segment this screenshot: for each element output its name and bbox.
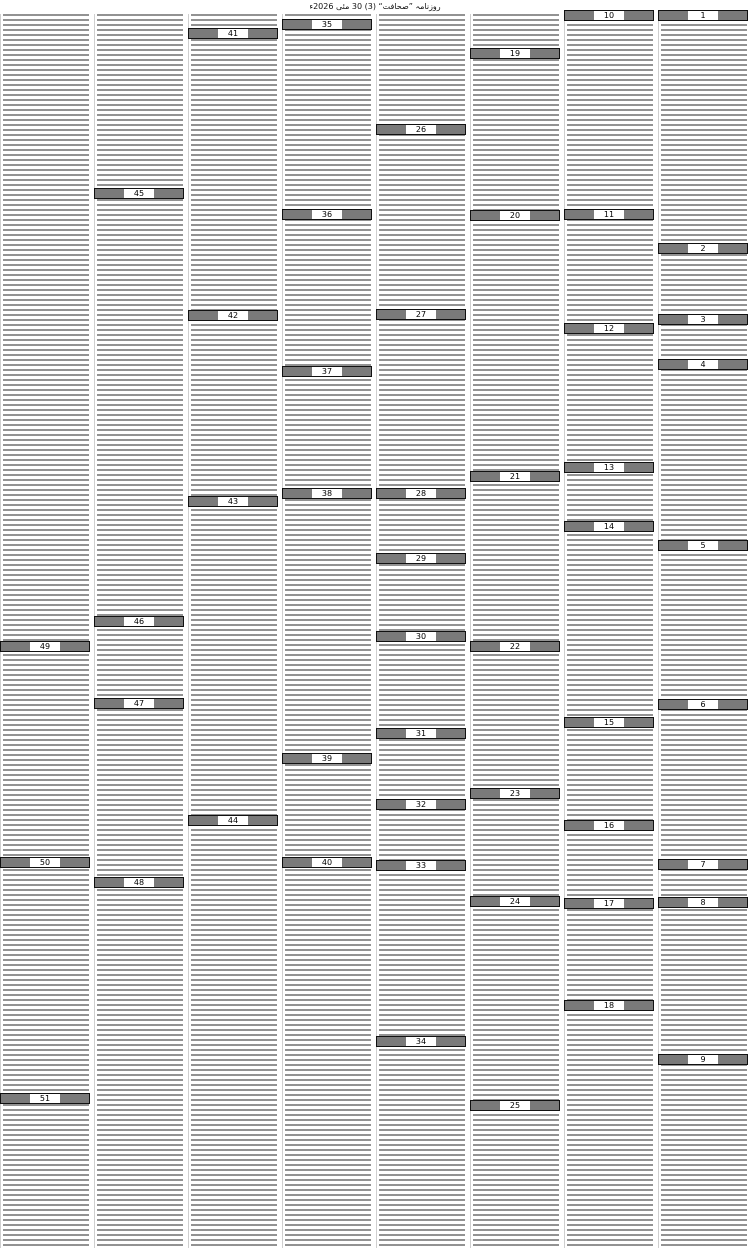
header-bar <box>1 1094 30 1103</box>
section-number: 22 <box>500 642 530 651</box>
header-bar <box>530 789 559 798</box>
header-bar <box>471 211 500 220</box>
section-number: 28 <box>406 489 436 498</box>
section-number-header <box>564 1000 654 1011</box>
section-number-header <box>376 860 466 871</box>
header-bar <box>659 11 688 20</box>
section-number-header <box>658 243 748 254</box>
section-number-header <box>188 496 278 507</box>
section-number: 32 <box>406 800 436 809</box>
header-bar <box>471 642 500 651</box>
header-bar <box>565 1001 594 1010</box>
header-bar <box>436 800 465 809</box>
section-number: 49 <box>30 642 60 651</box>
section-number-header <box>564 717 654 728</box>
section-number: 20 <box>500 211 530 220</box>
header-bar <box>624 522 653 531</box>
section-number-header <box>0 1093 90 1104</box>
section-number-header <box>658 540 748 551</box>
column-text-block <box>3 14 89 1248</box>
section-number-header <box>376 124 466 135</box>
section-number: 44 <box>218 816 248 825</box>
header-bar <box>659 244 688 253</box>
section-number-header <box>376 631 466 642</box>
section-number-header <box>0 857 90 868</box>
section-number: 9 <box>688 1055 718 1064</box>
section-number-header <box>188 310 278 321</box>
header-bar <box>565 463 594 472</box>
column-text-block <box>567 14 653 1248</box>
section-number: 26 <box>406 125 436 134</box>
section-number-header <box>282 857 372 868</box>
header-bar <box>565 718 594 727</box>
header-bar <box>95 878 124 887</box>
header-bar <box>1 858 30 867</box>
section-number-header <box>470 641 560 652</box>
column-text-block <box>473 14 559 1248</box>
section-number: 30 <box>406 632 436 641</box>
section-number-header <box>376 488 466 499</box>
section-number: 2 <box>688 244 718 253</box>
section-number: 27 <box>406 310 436 319</box>
header-bar <box>436 632 465 641</box>
header-bar <box>530 49 559 58</box>
section-number-header <box>658 314 748 325</box>
header-bar <box>718 1055 747 1064</box>
text-column <box>470 14 561 1248</box>
section-number: 46 <box>124 617 154 626</box>
header-bar <box>565 899 594 908</box>
section-number-header <box>0 641 90 652</box>
header-bar <box>718 360 747 369</box>
header-bar <box>283 858 312 867</box>
section-number-header <box>188 815 278 826</box>
section-number-header <box>658 1054 748 1065</box>
section-number: 37 <box>312 367 342 376</box>
header-bar <box>436 489 465 498</box>
section-number-header <box>564 898 654 909</box>
section-number-header <box>94 188 184 199</box>
header-bar <box>436 554 465 563</box>
header-bar <box>342 754 371 763</box>
header-bar <box>189 497 218 506</box>
text-column <box>564 14 655 1248</box>
header-bar <box>189 311 218 320</box>
section-number: 41 <box>218 29 248 38</box>
header-bar <box>283 20 312 29</box>
header-bar <box>377 729 406 738</box>
header-bar <box>342 20 371 29</box>
header-bar <box>624 821 653 830</box>
section-number: 21 <box>500 472 530 481</box>
header-bar <box>436 310 465 319</box>
section-number: 38 <box>312 489 342 498</box>
header-bar <box>283 367 312 376</box>
section-number: 45 <box>124 189 154 198</box>
header-bar <box>154 189 183 198</box>
section-number: 50 <box>30 858 60 867</box>
header-bar <box>471 472 500 481</box>
header-bar <box>1 642 30 651</box>
section-number: 43 <box>218 497 248 506</box>
section-number: 3 <box>688 315 718 324</box>
header-bar <box>283 489 312 498</box>
header-bar <box>530 1101 559 1110</box>
text-column <box>0 14 91 1248</box>
section-number: 1 <box>688 11 718 20</box>
section-number-header <box>376 728 466 739</box>
section-number-header <box>282 488 372 499</box>
section-number-header <box>658 859 748 870</box>
section-number: 39 <box>312 754 342 763</box>
section-number: 5 <box>688 541 718 550</box>
header-bar <box>659 860 688 869</box>
header-bar <box>377 125 406 134</box>
header-bar <box>718 315 747 324</box>
header-bar <box>283 754 312 763</box>
section-number-header <box>658 359 748 370</box>
section-number-header <box>470 788 560 799</box>
column-text-block <box>97 14 183 1248</box>
section-number: 23 <box>500 789 530 798</box>
header-bar <box>60 858 89 867</box>
section-number-header <box>658 699 748 710</box>
header-bar <box>377 1037 406 1046</box>
header-bar <box>377 632 406 641</box>
header-bar <box>189 816 218 825</box>
section-number-header <box>94 698 184 709</box>
section-number-header <box>470 48 560 59</box>
section-number-header <box>376 553 466 564</box>
section-number: 40 <box>312 858 342 867</box>
section-number: 51 <box>30 1094 60 1103</box>
header-bar <box>377 554 406 563</box>
header-bar <box>248 497 277 506</box>
section-number: 17 <box>594 899 624 908</box>
header-bar <box>436 861 465 870</box>
section-number-header <box>658 10 748 21</box>
header-bar <box>154 699 183 708</box>
header-bar <box>95 617 124 626</box>
header-bar <box>377 861 406 870</box>
header-bar <box>530 642 559 651</box>
header-bar <box>718 541 747 550</box>
header-bar <box>659 1055 688 1064</box>
header-bar <box>377 489 406 498</box>
header-bar <box>659 541 688 550</box>
header-bar <box>530 897 559 906</box>
header-bar <box>60 1094 89 1103</box>
section-number-header <box>94 877 184 888</box>
section-number: 42 <box>218 311 248 320</box>
section-number: 29 <box>406 554 436 563</box>
text-column <box>282 14 373 1248</box>
header-bar <box>248 816 277 825</box>
section-number-header <box>470 896 560 907</box>
text-column <box>94 14 185 1248</box>
header-bar <box>659 360 688 369</box>
section-number-header <box>282 753 372 764</box>
section-number-header <box>564 521 654 532</box>
section-number-header <box>470 210 560 221</box>
header-bar <box>624 324 653 333</box>
section-number-header <box>188 28 278 39</box>
section-number: 31 <box>406 729 436 738</box>
header-bar <box>436 729 465 738</box>
header-bar <box>565 210 594 219</box>
header-bar <box>659 700 688 709</box>
header-bar <box>248 311 277 320</box>
section-number: 47 <box>124 699 154 708</box>
header-bar <box>436 125 465 134</box>
section-number-header <box>282 366 372 377</box>
section-number: 24 <box>500 897 530 906</box>
section-number: 15 <box>594 718 624 727</box>
header-bar <box>624 210 653 219</box>
header-bar <box>718 860 747 869</box>
header-bar <box>624 899 653 908</box>
section-number-header <box>564 209 654 220</box>
section-number-header <box>282 19 372 30</box>
header-bar <box>471 49 500 58</box>
section-number: 13 <box>594 463 624 472</box>
section-number: 10 <box>594 11 624 20</box>
section-number-header <box>376 309 466 320</box>
header-bar <box>342 210 371 219</box>
header-bar <box>189 29 218 38</box>
section-number-header <box>470 471 560 482</box>
section-number: 6 <box>688 700 718 709</box>
header-bar <box>659 898 688 907</box>
section-number: 11 <box>594 210 624 219</box>
header-bar <box>342 367 371 376</box>
header-bar <box>718 898 747 907</box>
section-number-header <box>564 323 654 334</box>
page-header: روزنامہ ”صحافت“ (3) 30 مئی 2026ء <box>309 2 441 11</box>
header-bar <box>530 211 559 220</box>
text-column <box>188 14 279 1248</box>
section-number: 48 <box>124 878 154 887</box>
section-number-header <box>564 10 654 21</box>
section-number-header <box>376 799 466 810</box>
section-number: 19 <box>500 49 530 58</box>
section-number-header <box>94 616 184 627</box>
section-number: 16 <box>594 821 624 830</box>
section-number: 4 <box>688 360 718 369</box>
section-number-header <box>376 1036 466 1047</box>
header-bar <box>377 800 406 809</box>
section-number-header <box>470 1100 560 1111</box>
header-bar <box>718 700 747 709</box>
section-number: 8 <box>688 898 718 907</box>
header-bar <box>60 642 89 651</box>
header-bar <box>565 821 594 830</box>
header-bar <box>718 244 747 253</box>
column-text-block <box>285 14 371 1248</box>
section-number: 7 <box>688 860 718 869</box>
header-bar <box>248 29 277 38</box>
header-bar <box>377 310 406 319</box>
header-bar <box>624 463 653 472</box>
header-bar <box>283 210 312 219</box>
header-bar <box>95 699 124 708</box>
header-bar <box>342 858 371 867</box>
header-bar <box>154 878 183 887</box>
section-number: 36 <box>312 210 342 219</box>
header-bar <box>718 11 747 20</box>
header-bar <box>342 489 371 498</box>
header-bar <box>471 897 500 906</box>
section-number: 33 <box>406 861 436 870</box>
section-number-header <box>282 209 372 220</box>
header-bar <box>624 718 653 727</box>
section-number-header <box>658 897 748 908</box>
section-number: 12 <box>594 324 624 333</box>
header-bar <box>471 1101 500 1110</box>
header-bar <box>530 472 559 481</box>
section-number: 35 <box>312 20 342 29</box>
section-number: 14 <box>594 522 624 531</box>
header-bar <box>565 324 594 333</box>
section-number: 18 <box>594 1001 624 1010</box>
header-bar <box>471 789 500 798</box>
header-bar <box>154 617 183 626</box>
header-bar <box>565 11 594 20</box>
section-number: 34 <box>406 1037 436 1046</box>
header-bar <box>659 315 688 324</box>
header-bar <box>436 1037 465 1046</box>
header-bar <box>95 189 124 198</box>
section-number-header <box>564 462 654 473</box>
section-number: 25 <box>500 1101 530 1110</box>
header-bar <box>565 522 594 531</box>
header-bar <box>624 1001 653 1010</box>
column-text-block <box>191 14 277 1248</box>
header-bar <box>624 11 653 20</box>
section-number-header <box>564 820 654 831</box>
